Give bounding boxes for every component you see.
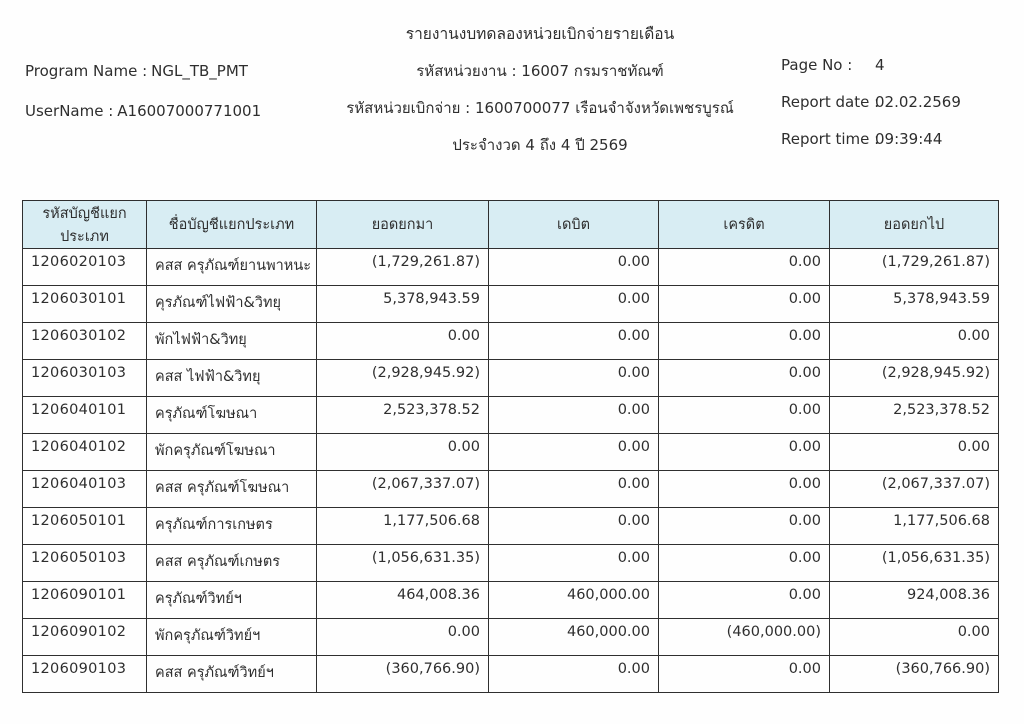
username-value: A16007000771001 [117,102,262,120]
ending-balance: (360,766.90) [830,656,999,693]
ending-balance: (2,928,945.92) [830,360,999,397]
beginning-balance: (360,766.90) [317,656,489,693]
table-row [23,323,999,360]
credit-amount: 0.00 [659,471,830,508]
report-time-value: 09:39:44 [875,130,943,148]
account-name: คสส ครุภัณฑ์ยานพาหนะ [147,249,317,286]
table-header-row [23,201,999,249]
account-name: ครุภัณฑ์โฆษณา [147,397,317,434]
table-row [23,619,999,656]
header-left-block [25,62,265,142]
credit-amount: 0.00 [659,545,830,582]
debit-amount: 460,000.00 [489,619,659,656]
table-row [23,582,999,619]
report-date-label: Report date : [781,93,880,111]
beginning-balance: (1,729,261.87) [317,249,489,286]
account-code: 1206090102 [23,619,147,656]
col-header-credit: เครดิต [659,201,830,249]
program-name-line [25,62,265,80]
account-code: 1206050101 [23,508,147,545]
beginning-balance: 0.00 [317,434,489,471]
username-label: UserName : [25,102,114,120]
credit-amount: 0.00 [659,360,830,397]
beginning-balance: 0.00 [317,323,489,360]
account-code: 1206090103 [23,656,147,693]
account-code: 1206040102 [23,434,147,471]
debit-amount: 0.00 [489,508,659,545]
ending-balance: (1,056,631.35) [830,545,999,582]
account-name: ครุภัณฑ์การเกษตร [147,508,317,545]
account-code: 1206030102 [23,323,147,360]
credit-amount: 0.00 [659,582,830,619]
disbursement-unit-line: รหัสหน่วยเบิกจ่าย : 1600700077 เรือนจำจังหวัดเพชรบูรณ์ [346,99,734,117]
ending-balance: 0.00 [830,323,999,360]
account-name: พักไฟฟ้า&วิทยุ [147,323,317,360]
beginning-balance: 464,008.36 [317,582,489,619]
debit-amount: 0.00 [489,545,659,582]
report-date-value: 02.02.2569 [875,93,961,111]
account-code: 1206090101 [23,582,147,619]
beginning-balance: 5,378,943.59 [317,286,489,323]
col-header-account-name: ชื่อบัญชีแยกประเภท [147,201,317,249]
table-row [23,471,999,508]
account-name: คุรภัณฑ์ไฟฟ้า&วิทยุ [147,286,317,323]
beginning-balance: 0.00 [317,619,489,656]
credit-amount: (460,000.00) [659,619,830,656]
account-code: 1206030101 [23,286,147,323]
account-name: พักครุภัณฑ์โฆษณา [147,434,317,471]
account-name: คสส ไฟฟ้า&วิทยุ [147,360,317,397]
header-right-block [781,56,961,167]
ending-balance: 924,008.36 [830,582,999,619]
beginning-balance: (2,928,945.92) [317,360,489,397]
ending-balance: 0.00 [830,619,999,656]
page-no-line [781,56,961,74]
ending-balance: 1,177,506.68 [830,508,999,545]
credit-amount: 0.00 [659,508,830,545]
account-name: คสส ครุภัณฑ์วิทย์ฯ [147,656,317,693]
account-code: 1206030103 [23,360,147,397]
table-row [23,508,999,545]
col-header-account-code: รหัสบัญชีแยกประเภท [23,201,147,249]
ending-balance: (1,729,261.87) [830,249,999,286]
account-name: ครุภัณฑ์วิทย์ฯ [147,582,317,619]
account-code: 1206020103 [23,249,147,286]
header-center-block [240,24,840,172]
table-row [23,656,999,693]
debit-amount: 0.00 [489,360,659,397]
program-name-value: NGL_TB_PMT [151,62,248,80]
credit-amount: 0.00 [659,323,830,360]
account-name: พักครุภัณฑ์วิทย์ฯ [147,619,317,656]
ending-balance: (2,067,337.07) [830,471,999,508]
account-name: คสส ครุภัณฑ์เกษตร [147,545,317,582]
username-line [25,102,265,120]
page-no-value: 4 [875,56,885,74]
debit-amount: 0.00 [489,286,659,323]
trial-balance-table-wrap [22,200,998,693]
table-row [23,397,999,434]
page-no-label: Page No : [781,56,853,74]
credit-amount: 0.00 [659,286,830,323]
credit-amount: 0.00 [659,397,830,434]
debit-amount: 0.00 [489,323,659,360]
trial-balance-table [22,200,999,693]
account-code: 1206040101 [23,397,147,434]
debit-amount: 0.00 [489,656,659,693]
ending-balance: 0.00 [830,434,999,471]
credit-amount: 0.00 [659,656,830,693]
ending-balance: 5,378,943.59 [830,286,999,323]
period-line: ประจำงวด 4 ถึง 4 ปี 2569 [452,136,628,154]
table-row [23,286,999,323]
table-row [23,545,999,582]
table-row [23,360,999,397]
col-header-beginning-balance: ยอดยกมา [317,201,489,249]
report-time-label: Report time : [781,130,880,148]
account-code: 1206040103 [23,471,147,508]
agency-code-line: รหัสหน่วยงาน : 16007 กรมราชทัณฑ์ [416,62,664,80]
debit-amount: 0.00 [489,249,659,286]
beginning-balance: (1,056,631.35) [317,545,489,582]
report-time-line [781,130,961,148]
beginning-balance: (2,067,337.07) [317,471,489,508]
report-title: รายงานงบทดลองหน่วยเบิกจ่ายรายเดือน [405,25,675,43]
table-row [23,434,999,471]
debit-amount: 0.00 [489,397,659,434]
debit-amount: 460,000.00 [489,582,659,619]
ending-balance: 2,523,378.52 [830,397,999,434]
program-name-label: Program Name : [25,62,148,80]
beginning-balance: 2,523,378.52 [317,397,489,434]
debit-amount: 0.00 [489,471,659,508]
report-date-line [781,93,961,111]
credit-amount: 0.00 [659,434,830,471]
beginning-balance: 1,177,506.68 [317,508,489,545]
account-name: คสส ครุภัณฑ์โฆษณา [147,471,317,508]
account-code: 1206050103 [23,545,147,582]
credit-amount: 0.00 [659,249,830,286]
col-header-ending-balance: ยอดยกไป [830,201,999,249]
col-header-debit: เดบิต [489,201,659,249]
table-row [23,249,999,286]
debit-amount: 0.00 [489,434,659,471]
